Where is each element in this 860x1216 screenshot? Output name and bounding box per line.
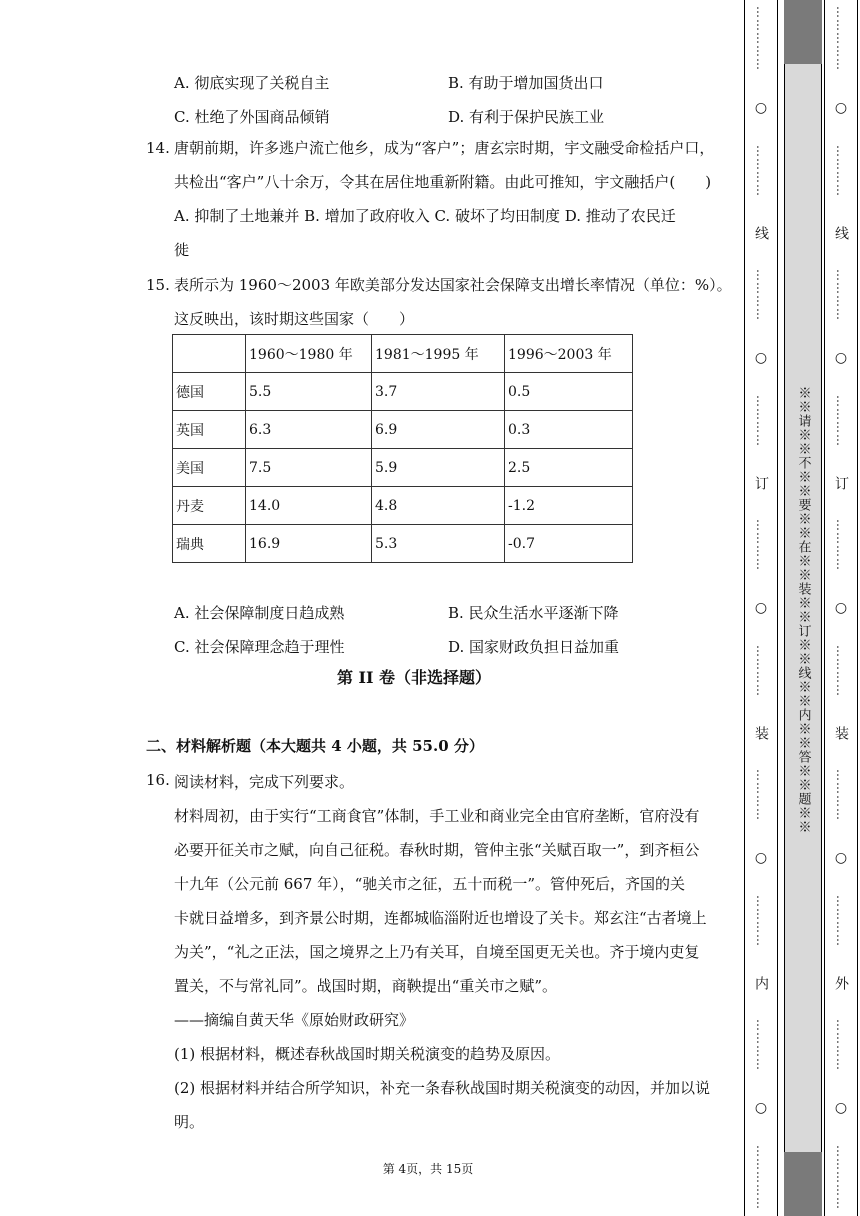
table-cell: 16.9	[246, 525, 372, 563]
table-cell: 德国	[173, 373, 246, 411]
table-row	[173, 487, 633, 525]
q15-option-b: B. 民众生活水平逐渐下降	[448, 604, 619, 622]
dotted-line: …………	[834, 145, 848, 197]
q13-option-c: C. 杜绝了外国商品倾销	[174, 108, 330, 126]
q13-options-row-1	[174, 72, 740, 96]
question-text: 这反映出，该时期这些国家（ ）	[174, 310, 415, 328]
question-options: 徙	[174, 241, 190, 259]
material-line: 十九年（公元前 667 年），“驰关市之征，五十而税一”。管仲死后，齐国的关	[174, 875, 686, 893]
table-cell: 6.3	[246, 411, 372, 449]
circle-mark: ○	[754, 350, 768, 366]
outer-binding-strip	[824, 0, 858, 1216]
dotted-line: ……………	[754, 6, 768, 71]
part2-title	[0, 665, 860, 688]
material-line: 置关，不与常礼同”。战国时期，商鞅提出“重关市之赋”。	[174, 977, 558, 995]
warning-band-cap-bottom	[784, 1152, 822, 1216]
table-cell: -1.2	[505, 487, 633, 525]
q15-options-row-2	[174, 636, 740, 660]
question-number: 16.	[146, 771, 170, 789]
table-cell: 5.3	[372, 525, 505, 563]
dotted-line: …………	[754, 895, 768, 947]
question-text: 唐朝前期，许多逃户流亡他乡，成为“客户”；唐玄宗时期，宇文融受命检括户口，	[174, 139, 715, 157]
circle-mark: ○	[754, 850, 768, 866]
table-cell: 7.5	[246, 449, 372, 487]
dotted-line: …………	[754, 645, 768, 697]
material-line: 材料周初，由于实行“工商食官”体制，手工业和商业完全由官府垄断，官府没有	[174, 807, 700, 825]
dotted-line: …………	[754, 145, 768, 197]
dotted-line: …………	[834, 269, 848, 321]
dotted-line: …………	[754, 519, 768, 571]
material-line: 卡就日益增多，到齐景公时期，连都城临淄附近也增设了关卡。郑玄注“古者境上	[174, 909, 707, 927]
part2-title-text: 第 II 卷（非选择题）	[336, 668, 492, 687]
dotted-line: …………	[834, 395, 848, 447]
table-header-cell: 1960～1980 年	[246, 335, 372, 373]
circle-mark: ○	[754, 600, 768, 616]
q15-option-c: C. 社会保障理念趋于理性	[174, 638, 345, 656]
material-line: 必要开征关市之赋，向自己征税。春秋时期，管仲主张“关赋百取一”，到齐桓公	[174, 841, 700, 859]
dotted-line: …………	[834, 895, 848, 947]
circle-mark: ○	[834, 1100, 848, 1116]
q13-option-d: D. 有利于保护民族工业	[448, 108, 605, 126]
binding-label: 线	[753, 226, 769, 240]
sub-question-2: (2) 根据材料并结合所学知识，补充一条春秋战国时期关税演变的动因，并加以说	[174, 1079, 711, 1097]
sub-question-1: (1) 根据材料，概述春秋战国时期关税演变的趋势及原因。	[174, 1045, 561, 1063]
table-header-row	[173, 335, 633, 373]
material-source: ——摘编自黄天华《原始财政研究》	[174, 1011, 415, 1029]
table-cell: 英国	[173, 411, 246, 449]
dotted-line: …………	[754, 1019, 768, 1071]
question-text: 共检出“客户”八十余万，令其在居住地重新附籍。由此可推知，宇文融括户( )	[174, 173, 712, 191]
table-cell: 3.7	[372, 373, 505, 411]
question-number: 14.	[146, 139, 170, 157]
table-cell: 5.9	[372, 449, 505, 487]
table-header-cell: 1996～2003 年	[505, 335, 633, 373]
dotted-line: …………	[834, 1019, 848, 1071]
question-options: A. 抑制了土地兼并 B. 增加了政府收入 C. 破坏了均田制度 D. 推动了农民迁	[174, 207, 676, 225]
table-row	[173, 411, 633, 449]
dotted-line: …………	[834, 519, 848, 571]
q15-option-d: D. 国家财政负担日益加重	[448, 638, 620, 656]
inner-binding-strip	[744, 0, 778, 1216]
binding-label: 订	[833, 476, 849, 490]
table-header-cell: 1981～1995 年	[372, 335, 505, 373]
question-15	[146, 268, 732, 338]
table-cell: 6.9	[372, 411, 505, 449]
circle-mark: ○	[834, 100, 848, 116]
binding-warning-text: ※※请※※不※※要※※在※※装※※订※※线※※内※※答※※题※※	[795, 386, 811, 834]
table-header-cell	[173, 335, 246, 373]
dotted-line: …………	[754, 395, 768, 447]
circle-mark: ○	[754, 100, 768, 116]
table-cell: 瑞典	[173, 525, 246, 563]
dotted-line: …………	[834, 645, 848, 697]
table-cell: 4.8	[372, 487, 505, 525]
sub-question-2-cont: 明。	[174, 1113, 205, 1131]
question-14	[146, 131, 726, 271]
table-cell: 5.5	[246, 373, 372, 411]
q13-option-b: B. 有助于增加国货出口	[448, 74, 604, 92]
dotted-line: ……………	[834, 6, 848, 71]
table-cell: 丹麦	[173, 487, 246, 525]
binding-label: 外	[833, 976, 849, 990]
binding-label: 线	[833, 226, 849, 240]
question-text: 表所示为 1960～2003 年欧美部分发达国家社会保障支出增长率情况（单位：%）。	[174, 276, 732, 294]
binding-label: 内	[753, 976, 769, 990]
circle-mark: ○	[834, 600, 848, 616]
binding-warning	[784, 365, 822, 855]
dotted-line: ……………	[834, 1145, 848, 1210]
circle-mark: ○	[834, 850, 848, 866]
warning-band-cap-top	[784, 0, 822, 64]
table-cell: -0.7	[505, 525, 633, 563]
table-row	[173, 449, 633, 487]
material-line: 为关”，“礼之正法，国之境界之上乃有关耳，自境至国更无关也。齐于境内吏复	[174, 943, 700, 961]
circle-mark: ○	[754, 1100, 768, 1116]
question-number: 15.	[146, 276, 170, 294]
question-intro: 阅读材料，完成下列要求。	[174, 773, 355, 791]
q15-option-a: A. 社会保障制度日趋成熟	[174, 604, 345, 622]
table-cell: 2.5	[505, 449, 633, 487]
social-security-table	[172, 334, 633, 563]
binding-label: 装	[753, 726, 769, 740]
q15-options-row-1	[174, 602, 740, 626]
page-footer	[0, 1160, 860, 1177]
binding-label: 装	[833, 726, 849, 740]
dotted-line: …………	[834, 769, 848, 821]
table-row	[173, 373, 633, 411]
table-row	[173, 525, 633, 563]
q13-options-row-2	[174, 106, 740, 130]
dotted-line: …………	[754, 769, 768, 821]
table-cell: 0.3	[505, 411, 633, 449]
dotted-line: …………	[754, 269, 768, 321]
section-2-heading: 二、材料解析题（本大题共 4 小题，共 55.0 分）	[146, 737, 484, 755]
q13-option-a: A. 彻底实现了关税自主	[174, 74, 330, 92]
circle-mark: ○	[834, 350, 848, 366]
dotted-line: ……………	[754, 1145, 768, 1210]
table-cell: 美国	[173, 449, 246, 487]
table-cell: 0.5	[505, 373, 633, 411]
page-number: 第 4页，共 15页	[382, 1162, 474, 1176]
table-cell: 14.0	[246, 487, 372, 525]
binding-label: 订	[753, 476, 769, 490]
